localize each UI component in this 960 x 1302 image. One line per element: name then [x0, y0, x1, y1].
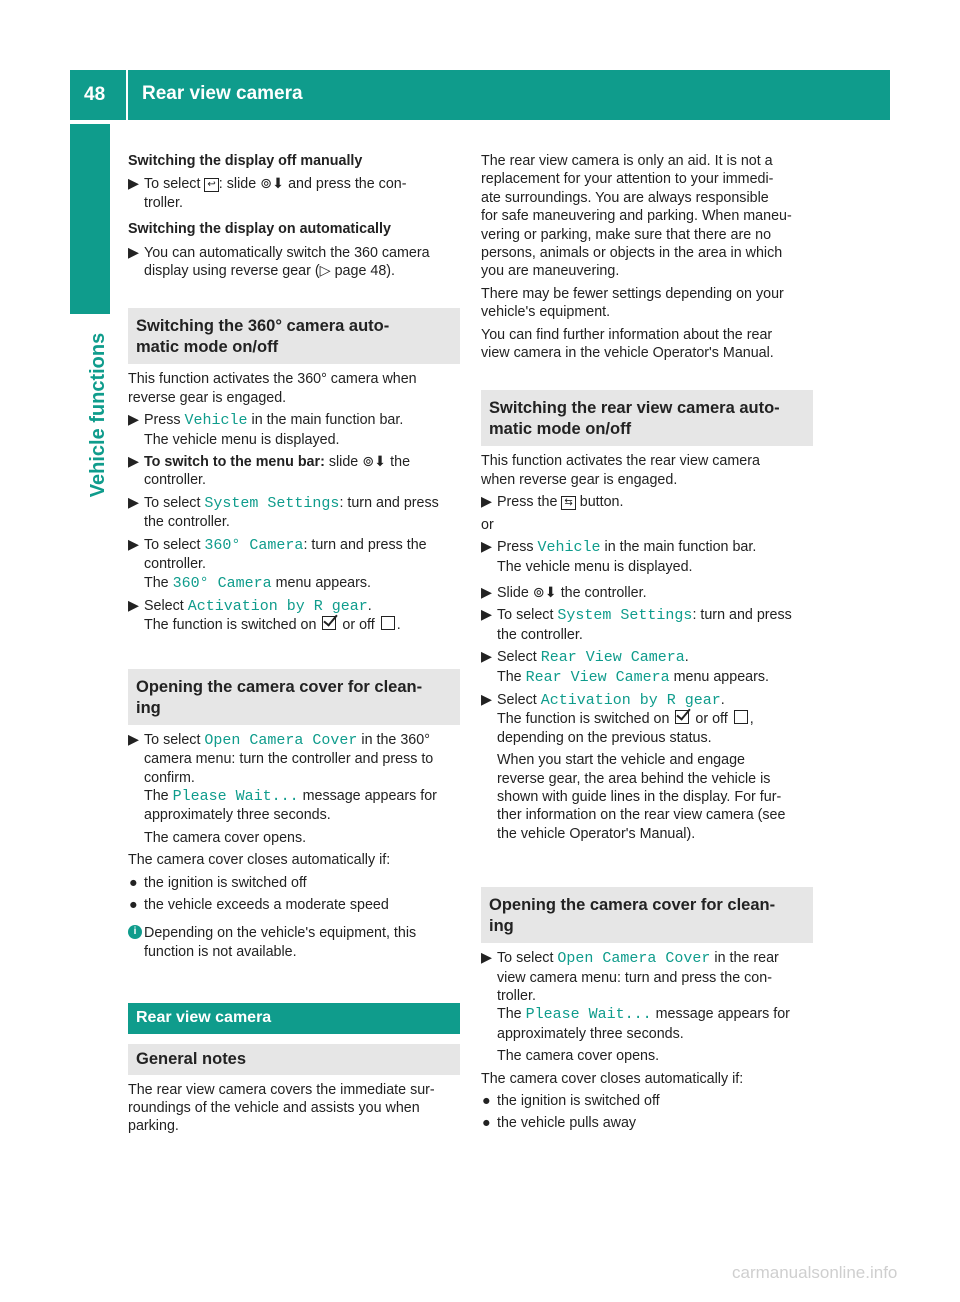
heading-display-off: Switching the display off manually — [128, 153, 363, 169]
step-display-off: ▶ To select ↩ : slide ⊚⬇ and press the con- troller. — [128, 176, 407, 211]
bullet-ignition-off: ● the ignition is switched off — [129, 874, 307, 891]
section-heading-rvc-auto: Switching the rear view camera auto- matic mode on/off — [481, 390, 813, 446]
arrow-icon: ▶ — [128, 412, 139, 429]
paragraph-further-info: You can find further information about the rear view camera in the vehicle Operator's Manual. — [481, 326, 774, 362]
menu-item-activation-r-gear: Activation by R gear — [187, 597, 368, 615]
bullet-icon: ● — [129, 896, 138, 913]
arrow-icon: ▶ — [481, 691, 492, 708]
info-note: i Depending on the vehicle's equipment, this function is not available. — [128, 924, 460, 961]
menu-item-open-camera-cover: Open Camera Cover — [204, 731, 358, 749]
side-tab-block — [70, 124, 110, 314]
controller-icon: ⊚⬇ — [532, 584, 557, 601]
footer-watermark[interactable]: carmanualsonline.info — [732, 1263, 898, 1282]
arrow-icon: ▶ — [128, 597, 139, 614]
bullet-moderate-speed: ● the vehicle exceeds a moderate speed — [129, 896, 389, 913]
page-ref-icon: ▷ — [319, 263, 331, 280]
menu-item-vehicle: Vehicle — [537, 539, 601, 557]
step-select-360-camera: ▶ To select 360° Camera: turn and press the controller. The 360° Camera menu appears. — [128, 536, 427, 592]
step-display-on: ▶ You can automatically switch the 360 camera display using reverse gear (▷ page 48). — [128, 244, 430, 280]
info-icon: i — [128, 925, 142, 939]
text-or: or — [481, 516, 494, 533]
step-press-camera-button: ▶ Press the ⇆ button. — [481, 494, 624, 511]
menu-item-rear-view-camera: Rear View Camera — [525, 668, 670, 686]
bullet-ignition-off: ● the ignition is switched off — [482, 1093, 660, 1110]
paragraph-360-intro: This function activates the 360° camera when reverse gear is engaged. — [128, 371, 417, 406]
arrow-icon: ▶ — [128, 454, 139, 471]
section-heading-general-notes: General notes — [128, 1044, 460, 1075]
page-number: 48 — [84, 84, 106, 105]
side-section-label: Vehicle functions — [86, 332, 109, 498]
menu-item-vehicle: Vehicle — [184, 412, 248, 430]
paragraph-cover-closes: The camera cover closes automatically if: — [128, 852, 391, 869]
menu-item-rear-view-camera: Rear View Camera — [540, 649, 685, 667]
bullet-icon: ● — [482, 1115, 491, 1132]
bullet-vehicle-pulls-away: ● the vehicle pulls away — [482, 1115, 637, 1132]
arrow-icon: ▶ — [481, 649, 492, 666]
right-column — [481, 152, 813, 1137]
menu-item-360-camera: 360° Camera — [204, 536, 304, 554]
back-button-icon: ↩ — [204, 178, 218, 192]
arrow-icon: ▶ — [128, 536, 139, 553]
section-heading-360-auto: Switching the 360° camera auto- matic mode on/off — [128, 308, 460, 364]
menu-item-360-camera: 360° Camera — [172, 574, 272, 592]
paragraph-general-notes: The rear view camera covers the immediate sur- roundings of the vehicle and assists you when parking. — [128, 1081, 435, 1135]
paragraph-rvc-intro: This function activates the rear view camera when reverse gear is engaged. — [481, 453, 760, 488]
arrow-icon: ▶ — [128, 731, 139, 748]
arrow-icon: ▶ — [481, 584, 492, 601]
header-divider — [126, 70, 128, 120]
menu-item-activation-r-gear: Activation by R gear — [540, 691, 721, 709]
menu-item-system-settings: System Settings — [204, 494, 340, 512]
page-title: Rear view camera — [142, 83, 303, 104]
step-activation-r-gear: ▶ Select Activation by R gear. The function is switched on or off . — [128, 597, 401, 634]
arrow-icon: ▶ — [481, 950, 492, 967]
menu-item-system-settings: System Settings — [557, 607, 693, 625]
paragraph-aid-warning: The rear view camera is only an aid. It is not a replacement for your attention to your immedi- ate surroundings. You are always responsible for safe maneuvering and parking. When maneu- vering or parking, make sure that there are no persons, animals or objects in the area in which you are maneuvering. — [481, 153, 792, 280]
step-activation-r-gear: ▶ Select Activation by R gear. The function is switched on or off , depending on the previous status. When you start the vehicle and engage reverse gear, the area behind the vehicle is shown with guide lines in the display. For fur- ther information on the rear view camera (see the vehicle Operator's Manual). — [481, 691, 786, 842]
menu-item-open-camera-cover: Open Camera Cover — [557, 950, 711, 968]
section-heading-cover-rear: Opening the camera cover for clean- ing — [481, 887, 813, 943]
controller-icon: ⊚⬇ — [260, 176, 285, 193]
step-slide-controller: ▶ Slide ⊚⬇ the controller. — [481, 584, 647, 601]
arrow-icon: ▶ — [481, 607, 492, 624]
section-heading-cover-360: Opening the camera cover for clean- ing — [128, 669, 460, 725]
paragraph-fewer-settings: There may be fewer settings depending on your vehicle's equipment. — [481, 285, 784, 321]
left-column — [128, 152, 460, 1140]
camera-button-icon: ⇆ — [561, 496, 575, 510]
step-switch-menu-bar: ▶ To switch to the menu bar: slide ⊚⬇ the controller. — [128, 454, 411, 489]
step-select-system-settings: ▶ To select System Settings: turn and press the controller. — [481, 607, 792, 643]
controller-icon: ⊚⬇ — [362, 454, 387, 471]
step-select-rear-view-camera: ▶ Select Rear View Camera. The Rear View Camera menu appears. — [481, 649, 769, 686]
checkbox-unchecked-icon — [734, 710, 748, 724]
section-heading-rear-view-camera: Rear view camera — [128, 1003, 460, 1033]
bullet-icon: ● — [129, 874, 138, 891]
checkbox-unchecked-icon — [381, 616, 395, 630]
step-press-vehicle: ▶ Press Vehicle in the main function bar. The vehicle menu is displayed. — [128, 412, 404, 448]
arrow-icon: ▶ — [128, 176, 139, 193]
checkbox-checked-icon — [322, 616, 336, 630]
paragraph-cover-closes: The camera cover closes automatically if: — [481, 1070, 744, 1087]
heading-display-on: Switching the display on automatically — [128, 221, 391, 238]
arrow-icon: ▶ — [128, 244, 139, 261]
message-please-wait: Please Wait... — [172, 787, 299, 805]
checkbox-checked-icon — [675, 710, 689, 724]
step-press-vehicle: ▶ Press Vehicle in the main function bar. The vehicle menu is displayed. — [481, 539, 757, 575]
step-open-cover: ▶ To select Open Camera Cover in the 360° camera menu: turn the controller and press to confirm. The Please Wait... message appears for approximately three seconds. The camera cover opens. — [128, 731, 437, 846]
step-open-cover: ▶ To select Open Camera Cover in the rear view camera menu: turn and press the con- troller. The Please Wait... message appears for approximately three seconds. The camera cover opens. — [481, 950, 790, 1065]
arrow-icon: ▶ — [128, 494, 139, 511]
bullet-icon: ● — [482, 1093, 491, 1110]
page-header — [70, 70, 890, 120]
step-select-system-settings: ▶ To select System Settings: turn and press the controller. — [128, 494, 439, 531]
arrow-icon: ▶ — [481, 539, 492, 556]
message-please-wait: Please Wait... — [525, 1006, 652, 1024]
arrow-icon: ▶ — [481, 494, 492, 511]
